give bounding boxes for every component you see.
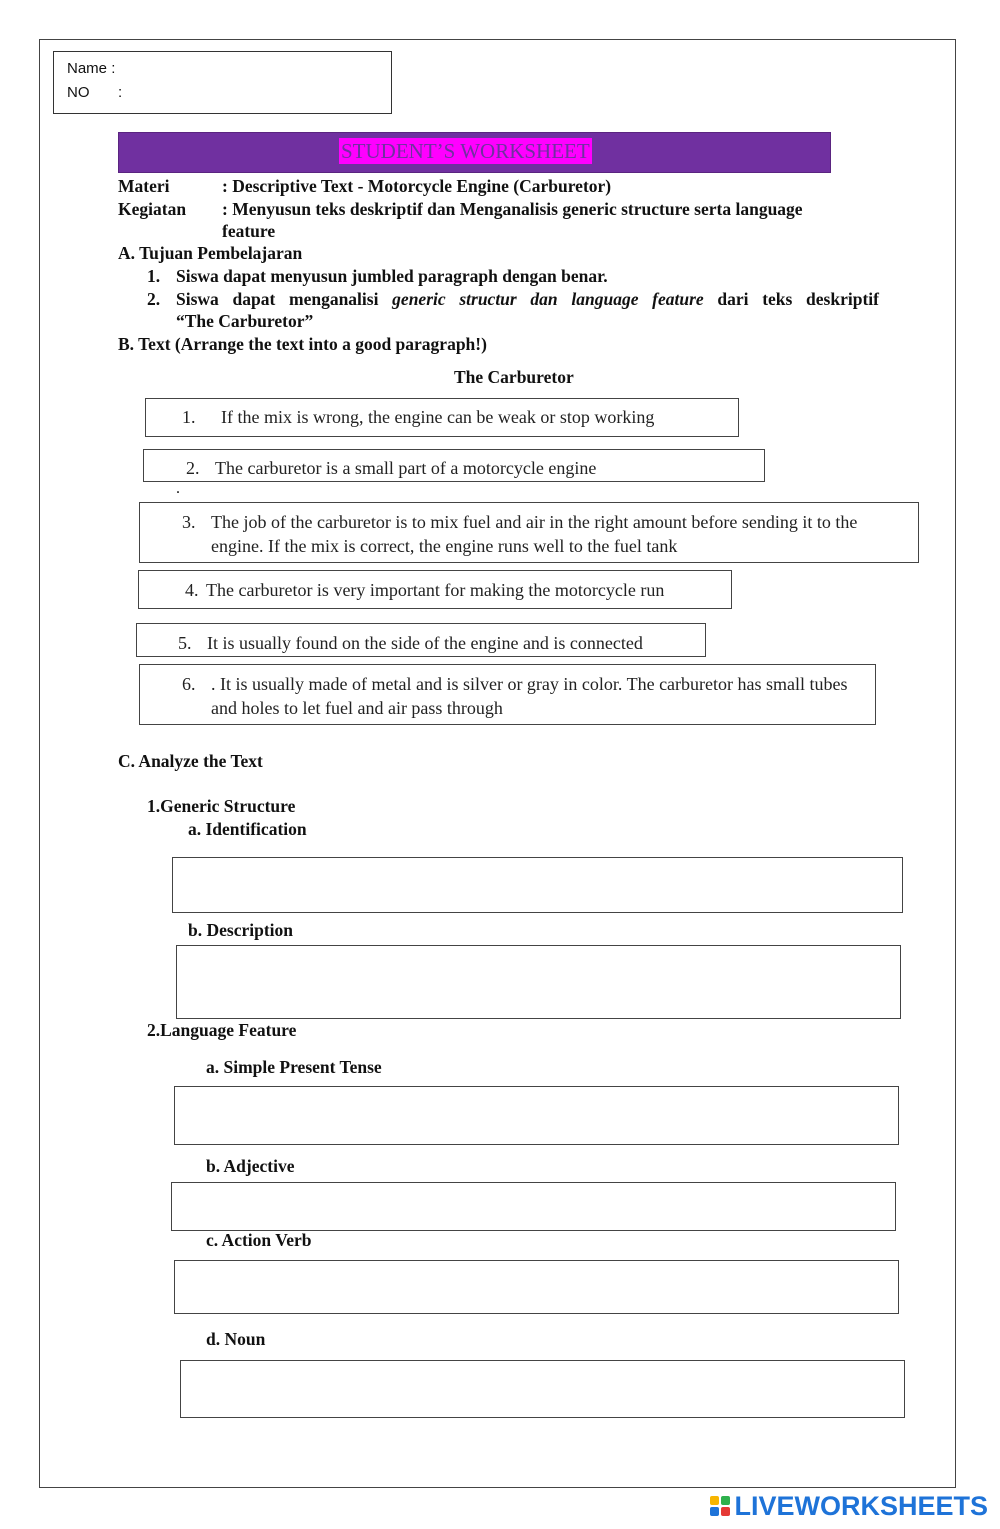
section-c-title: C. Analyze the Text [118,751,263,771]
banner-title: STUDENT’S WORKSHEET [341,139,590,163]
objective-2-num: 2. [147,289,161,309]
materi-value: : Descriptive Text - Motorcycle Engine (Carburetor) [222,176,612,196]
language-feature-title: 2.Language Feature [147,1020,297,1040]
jumbled-sentence-3[interactable]: 3. The job of the carburetor is to mix fuel and air in the right amount before sending it to the engine. If the mix is correct, the engine runs well to the fuel tank [139,502,919,563]
student-info-box [53,51,392,114]
adjective-answer-box[interactable] [171,1182,896,1231]
objective-2-line2: “The Carburetor” [176,311,314,331]
noun-answer-box[interactable] [180,1360,905,1418]
liveworksheets-logo-text: LIVEWORKSHEETS [734,1490,988,1521]
liveworksheets-logo-icon [710,1496,730,1516]
no-row [67,84,122,101]
jumbled-sentence-6[interactable]: 6. . It is usually made of metal and is silver or gray in color. The carburetor has small tubes and holes to let fuel and air pass through [139,664,876,725]
no-colon: : [118,84,123,101]
adjective-label: b. Adjective [206,1156,295,1176]
section-a-title: A. Tujuan Pembelajaran [118,243,303,263]
action-verb-answer-box[interactable] [174,1260,899,1314]
jumbled-sentence-5[interactable]: 5. It is usually found on the side of the engine and is connected [136,623,706,657]
simple-present-answer-box[interactable] [174,1086,899,1145]
description-label: b. Description [188,920,293,940]
jumbled-sentence-4[interactable]: 4. The carburetor is very important for making the motorcycle run [138,570,732,609]
kegiatan-value-line1: : Menyusun teks deskriptif dan Menganalisis generic structure serta language [222,199,803,219]
worksheet-banner [118,132,831,173]
section-b-title: B. Text (Arrange the text into a good paragraph!) [118,334,487,354]
jumbled-sentence-2[interactable]: 2. The carburetor is a small part of a motorcycle engine [143,449,765,482]
objective-2-text: Siswa dapat menganalisi generic structur dan language feature dari teks deskriptif [176,289,879,309]
identification-answer-box[interactable] [172,857,903,913]
jumbled-sentence-1[interactable]: 1. If the mix is wrong, the engine can be weak or stop working [145,398,739,437]
kegiatan-value-line2: feature [222,221,276,241]
action-verb-label: c. Action Verb [206,1230,312,1250]
no-label: NO [67,84,90,101]
name-row [67,60,118,77]
materi-label: Materi [118,176,170,196]
objective-1-num: 1. [147,266,161,286]
kegiatan-label: Kegiatan [118,199,187,219]
simple-present-label: a. Simple Present Tense [206,1057,382,1077]
name-label: Name : [67,60,116,77]
stray-dot: . [176,480,180,497]
noun-label: d. Noun [206,1329,266,1349]
description-answer-box[interactable] [176,945,901,1019]
identification-label: a. Identification [188,819,307,839]
generic-structure-title: 1.Generic Structure [147,796,296,816]
objective-1-text: Siswa dapat menyusun jumbled paragraph dengan benar. [176,266,608,286]
liveworksheets-logo[interactable] [710,1491,988,1521]
text-title: The Carburetor [454,367,574,387]
